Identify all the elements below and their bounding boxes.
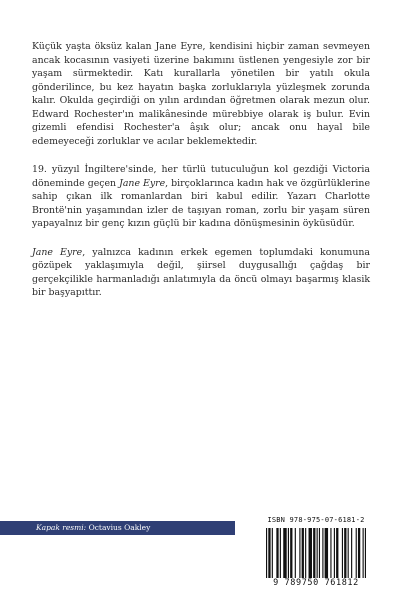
barcode-bar [280,528,281,578]
blurb-paragraph-1: Küçük yaşta öksüz kalan Jane Eyre, kendisini hiçbir zaman sevmeyen ancak kocasının vasiyeti üzerine bakımını üstlenen yengesiyle zor bir yaşam sürmektedir. Katı kurallarla yönetilen bir yatılı okula gönderilince, bu kez hayatın başka zorluklarıyla yüzleşmek zorunda kalır. Okulda geçirdiği on yılın ardından öğretmen olarak mezun olur. Edward Rochester'ın malikânesinde mürebbiye olarak iş bulur. Evin gizemli efendisi Rochester'a âşık olur; ancak onu hayal bile edemeyeceği zorluklar ve acılar beklemektedir. [32,41,370,147]
isbn-barcode [258,516,374,592]
isbn-label: ISBN 978-975-07-6181-2 [267,516,365,524]
barcode-bar [299,528,300,578]
blurb-paragraph-3 [32,246,370,300]
book-title-italic: Jane Eyre [119,177,166,189]
barcode-bar [302,528,304,578]
barcode-bar [365,528,366,578]
barcode-bar [276,528,278,578]
blurb-paragraph-3-end: , yalnızca kadının erkek egemen toplumdaki konumuna gözüpek yaklaşımıyla değil, şiirsel duygusallığı çağdaş bir gerçekçilikle harmanladığı anlatımıyla da öncü olmayı başarmış klasik bir başyapıttır. [32,246,370,298]
barcode-bar [330,528,331,578]
barcode-bar [317,528,318,578]
barcode-bar [268,528,270,578]
barcode-bars [266,528,366,578]
barcode-bar [348,528,349,578]
barcode-bar [351,528,352,578]
barcode-bar [266,528,267,578]
barcode-bar [322,528,323,578]
isbn-digits: 9 789750 761812 [273,578,359,588]
barcode-bar [334,528,335,578]
credit-label: Kapak resmi: [36,523,87,532]
barcode-bar [283,528,286,578]
barcode-bar [309,528,312,578]
barcode-bar [363,528,364,578]
barcode-bar [336,528,338,578]
barcode-bar [358,528,360,578]
barcode-graphic [266,528,366,578]
barcode-bar [295,528,296,578]
barcode-bar [272,528,273,578]
barcode-bar [342,528,343,578]
barcode-bar [325,528,328,578]
barcode-bar [305,528,306,578]
barcode-bar [290,528,292,578]
blurb-paragraph-2-end: , birçoklarınca kadın hak ve özgürlüklerine sahip çıkan ilk romanlardan biri kabul edilir. Yazarı Charlotte Brontë'nin yaşamından izler de taşıyan roman, zorlu bir yaşam süren yapayalnız bir genç kızın güçlü bir kadına dönüşmesinin öyküsüdür. [32,177,370,229]
book-title-italic: Jane Eyre [32,246,83,258]
credit-name: Octavius Oakley [88,523,151,532]
barcode-bar [319,528,320,578]
back-cover-blurb [32,40,370,315]
cover-art-credit [0,521,235,535]
barcode-bar [288,528,289,578]
blurb-paragraph-2-start: 19. yüzyıl İngiltere'sinde, her türlü tutuculuğun kol gezdiği Victoria döneminde geçen [32,164,370,189]
barcode-bar [344,528,346,578]
blurb-paragraph-2 [32,163,370,231]
barcode-bar [313,528,315,578]
barcode-bar [356,528,357,578]
